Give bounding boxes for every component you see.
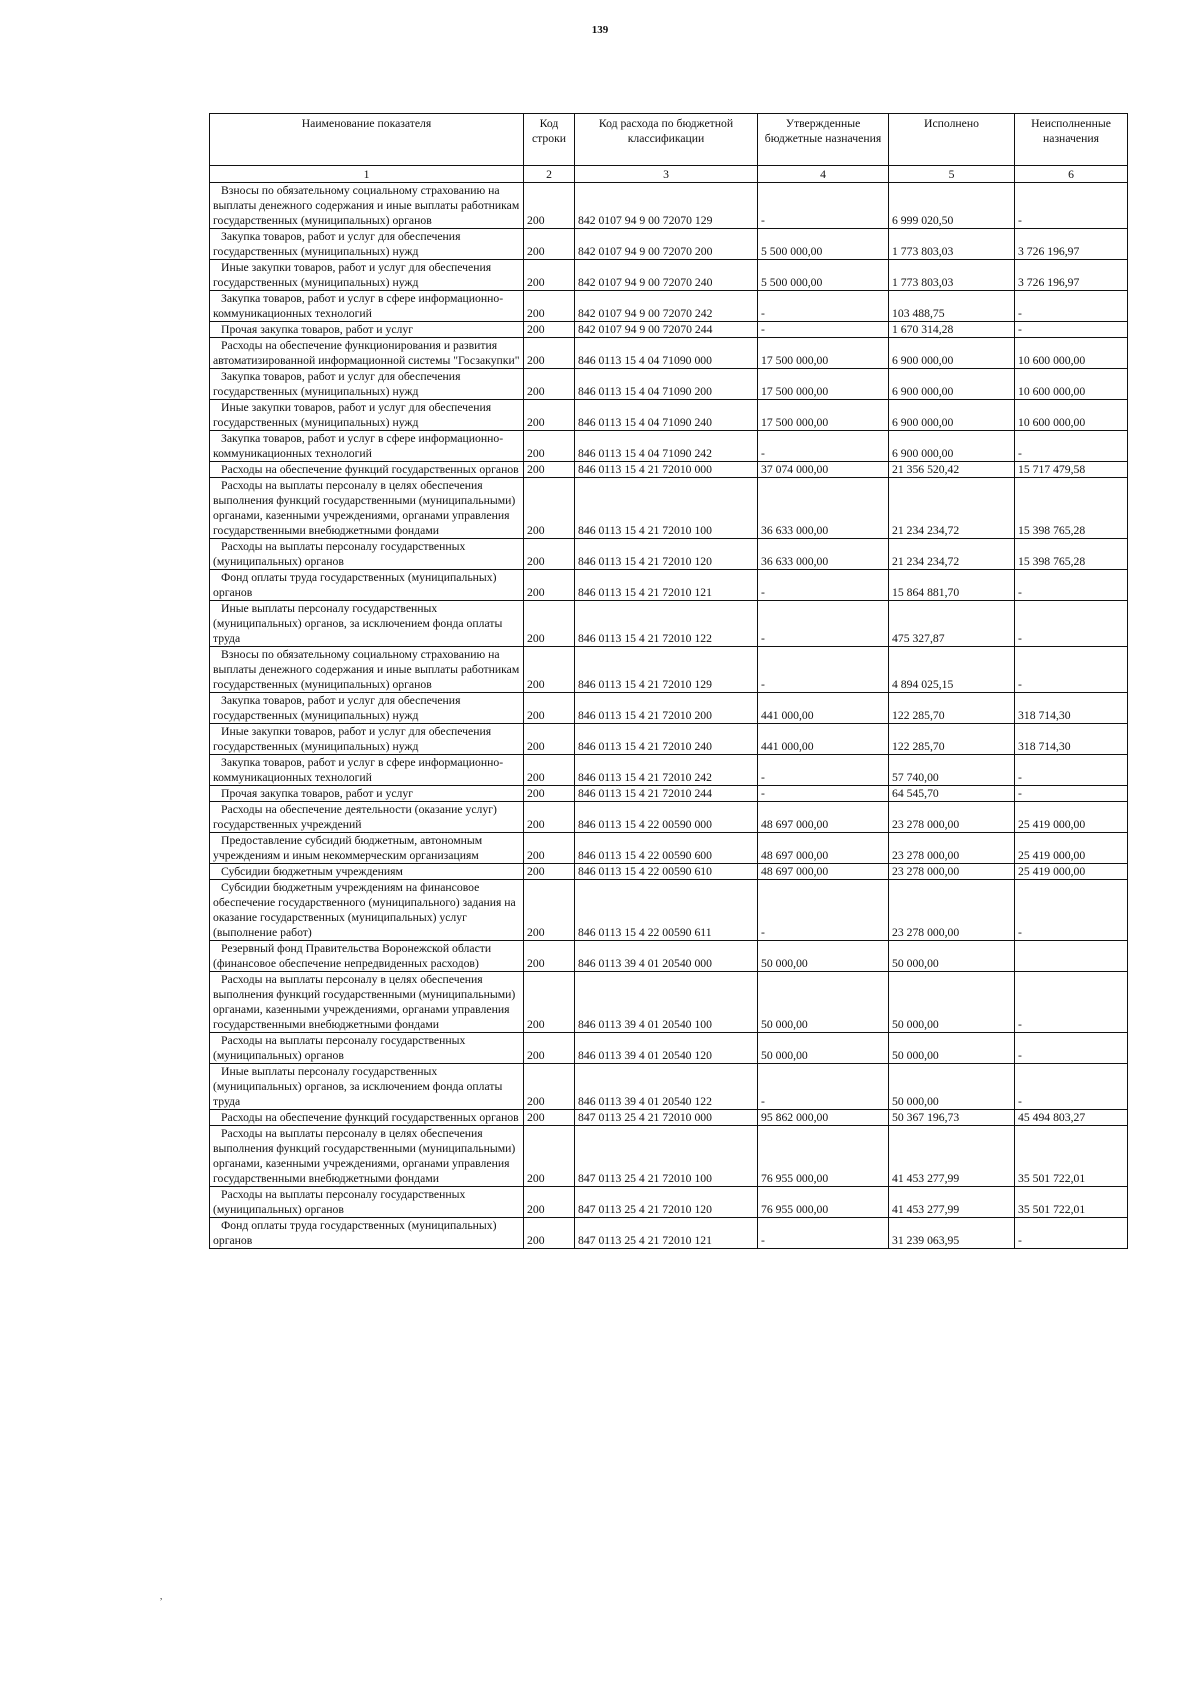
unexecuted-amount-cell: 35 501 722,01 <box>1015 1126 1128 1187</box>
table-row <box>210 864 1128 880</box>
unexecuted-amount-cell: 3 726 196,97 <box>1015 260 1128 291</box>
approved-amount-cell: 441 000,00 <box>758 693 889 724</box>
executed-amount-cell: 4 894 025,15 <box>889 647 1015 693</box>
scan-mark: , <box>160 1591 163 1601</box>
indicator-name-cell: Иные выплаты персоналу государственных (муниципальных) органов, за исключением фонда оплаты труда <box>210 1064 524 1110</box>
unexecuted-amount-cell: 45 494 803,27 <box>1015 1110 1128 1126</box>
unexecuted-amount-cell: - <box>1015 647 1128 693</box>
budget-code-cell: 846 0113 15 4 04 71090 242 <box>575 431 758 462</box>
column-header-unexecuted: Неисполненные назначения <box>1015 114 1128 166</box>
indicator-name-cell: Расходы на обеспечение деятельности (оказание услуг) государственных учреждений <box>210 802 524 833</box>
budget-code-cell: 842 0107 94 9 00 72070 244 <box>575 322 758 338</box>
executed-amount-cell: 23 278 000,00 <box>889 833 1015 864</box>
budget-code-cell: 846 0113 15 4 21 72010 121 <box>575 570 758 601</box>
unexecuted-amount-cell: - <box>1015 322 1128 338</box>
budget-code-cell: 847 0113 25 4 21 72010 100 <box>575 1126 758 1187</box>
executed-amount-cell: 50 000,00 <box>889 972 1015 1033</box>
line-code-cell: 200 <box>524 291 575 322</box>
unexecuted-amount-cell: - <box>1015 972 1128 1033</box>
line-code-cell: 200 <box>524 478 575 539</box>
column-number-row <box>210 166 1128 183</box>
approved-amount-cell: 48 697 000,00 <box>758 864 889 880</box>
table-row <box>210 647 1128 693</box>
unexecuted-amount-cell: 3 726 196,97 <box>1015 229 1128 260</box>
executed-amount-cell: 50 000,00 <box>889 1033 1015 1064</box>
column-number: 6 <box>1015 166 1128 183</box>
table-row <box>210 338 1128 369</box>
executed-amount-cell: 6 999 020,50 <box>889 183 1015 229</box>
line-code-cell: 200 <box>524 833 575 864</box>
budget-code-cell: 846 0113 15 4 04 71090 000 <box>575 338 758 369</box>
executed-amount-cell: 23 278 000,00 <box>889 880 1015 941</box>
indicator-name-cell: Расходы на обеспечение функций государственных органов <box>210 462 524 478</box>
indicator-name-cell: Фонд оплаты труда государственных (муниципальных) органов <box>210 570 524 601</box>
table-row <box>210 786 1128 802</box>
table-row <box>210 693 1128 724</box>
unexecuted-amount-cell: - <box>1015 1064 1128 1110</box>
unexecuted-amount-cell: - <box>1015 755 1128 786</box>
table-row <box>210 972 1128 1033</box>
line-code-cell: 200 <box>524 802 575 833</box>
indicator-name-cell: Иные закупки товаров, работ и услуг для обеспечения государственных (муниципальных) нужд <box>210 260 524 291</box>
page-number: 139 <box>591 24 609 36</box>
executed-amount-cell: 1 773 803,03 <box>889 229 1015 260</box>
executed-amount-cell: 21 234 234,72 <box>889 539 1015 570</box>
approved-amount-cell: - <box>758 431 889 462</box>
line-code-cell: 200 <box>524 260 575 291</box>
unexecuted-amount-cell: 35 501 722,01 <box>1015 1187 1128 1218</box>
indicator-name-cell: Резервный фонд Правительства Воронежской области (финансовое обеспечение непредвиденных расходов) <box>210 941 524 972</box>
table-row <box>210 755 1128 786</box>
executed-amount-cell: 15 864 881,70 <box>889 570 1015 601</box>
budget-code-cell: 842 0107 94 9 00 72070 129 <box>575 183 758 229</box>
indicator-name-cell: Расходы на выплаты персоналу в целях обеспечения выполнения функций государственными (муниципальными) органами, казенными учреждениями, органами управления государственными внебюджетными фондами <box>210 478 524 539</box>
unexecuted-amount-cell: 25 419 000,00 <box>1015 864 1128 880</box>
table-row <box>210 1110 1128 1126</box>
unexecuted-amount-cell: 318 714,30 <box>1015 693 1128 724</box>
unexecuted-amount-cell: 15 398 765,28 <box>1015 478 1128 539</box>
approved-amount-cell: - <box>758 601 889 647</box>
unexecuted-amount-cell: 10 600 000,00 <box>1015 338 1128 369</box>
budget-code-cell: 846 0113 15 4 21 72010 200 <box>575 693 758 724</box>
executed-amount-cell: 6 900 000,00 <box>889 431 1015 462</box>
budget-code-cell: 847 0113 25 4 21 72010 120 <box>575 1187 758 1218</box>
column-number: 4 <box>758 166 889 183</box>
table-row <box>210 291 1128 322</box>
indicator-name-cell: Расходы на обеспечение функций государственных органов <box>210 1110 524 1126</box>
approved-amount-cell: - <box>758 880 889 941</box>
unexecuted-amount-cell: - <box>1015 1033 1128 1064</box>
executed-amount-cell: 122 285,70 <box>889 724 1015 755</box>
approved-amount-cell: 76 955 000,00 <box>758 1126 889 1187</box>
unexecuted-amount-cell: - <box>1015 880 1128 941</box>
line-code-cell: 200 <box>524 941 575 972</box>
indicator-name-cell: Субсидии бюджетным учреждениям на финансовое обеспечение государственного (муниципального) задания на оказание государственных (муниципальных) услуг (выполнение работ) <box>210 880 524 941</box>
approved-amount-cell: 5 500 000,00 <box>758 260 889 291</box>
column-number: 2 <box>524 166 575 183</box>
budget-code-cell: 842 0107 94 9 00 72070 240 <box>575 260 758 291</box>
unexecuted-amount-cell <box>1015 941 1128 972</box>
unexecuted-amount-cell: 15 717 479,58 <box>1015 462 1128 478</box>
budget-code-cell: 847 0113 25 4 21 72010 121 <box>575 1218 758 1249</box>
budget-code-cell: 846 0113 15 4 21 72010 240 <box>575 724 758 755</box>
table-row <box>210 570 1128 601</box>
executed-amount-cell: 23 278 000,00 <box>889 802 1015 833</box>
budget-code-cell: 846 0113 15 4 21 72010 129 <box>575 647 758 693</box>
line-code-cell: 200 <box>524 1126 575 1187</box>
approved-amount-cell: 441 000,00 <box>758 724 889 755</box>
table-row <box>210 941 1128 972</box>
budget-code-cell: 842 0107 94 9 00 72070 242 <box>575 291 758 322</box>
executed-amount-cell: 6 900 000,00 <box>889 400 1015 431</box>
indicator-name-cell: Иные выплаты персоналу государственных (муниципальных) органов, за исключением фонда оплаты труда <box>210 601 524 647</box>
line-code-cell: 200 <box>524 1218 575 1249</box>
line-code-cell: 200 <box>524 183 575 229</box>
unexecuted-amount-cell: - <box>1015 183 1128 229</box>
unexecuted-amount-cell: - <box>1015 570 1128 601</box>
budget-code-cell: 846 0113 15 4 04 71090 240 <box>575 400 758 431</box>
approved-amount-cell: - <box>758 1064 889 1110</box>
table-row <box>210 1218 1128 1249</box>
approved-amount-cell: 37 074 000,00 <box>758 462 889 478</box>
indicator-name-cell: Закупка товаров, работ и услуг для обеспечения государственных (муниципальных) нужд <box>210 693 524 724</box>
budget-code-cell: 846 0113 15 4 21 72010 122 <box>575 601 758 647</box>
line-code-cell: 200 <box>524 322 575 338</box>
line-code-cell: 200 <box>524 601 575 647</box>
unexecuted-amount-cell: 10 600 000,00 <box>1015 400 1128 431</box>
table-row <box>210 1126 1128 1187</box>
budget-code-cell: 846 0113 15 4 21 72010 100 <box>575 478 758 539</box>
indicator-name-cell: Закупка товаров, работ и услуг в сфере информационно-коммуникационных технологий <box>210 431 524 462</box>
approved-amount-cell: - <box>758 1218 889 1249</box>
line-code-cell: 200 <box>524 1064 575 1110</box>
table-body <box>210 183 1128 1249</box>
line-code-cell: 200 <box>524 570 575 601</box>
line-code-cell: 200 <box>524 1187 575 1218</box>
executed-amount-cell: 1 670 314,28 <box>889 322 1015 338</box>
table-row <box>210 260 1128 291</box>
budget-code-cell: 846 0113 15 4 22 00590 611 <box>575 880 758 941</box>
budget-code-cell: 846 0113 39 4 01 20540 120 <box>575 1033 758 1064</box>
approved-amount-cell: 36 633 000,00 <box>758 539 889 570</box>
unexecuted-amount-cell: 318 714,30 <box>1015 724 1128 755</box>
table-row <box>210 1064 1128 1110</box>
executed-amount-cell: 6 900 000,00 <box>889 338 1015 369</box>
budget-code-cell: 846 0113 15 4 22 00590 000 <box>575 802 758 833</box>
executed-amount-cell: 50 367 196,73 <box>889 1110 1015 1126</box>
table-row <box>210 1033 1128 1064</box>
approved-amount-cell: 17 500 000,00 <box>758 369 889 400</box>
approved-amount-cell: 50 000,00 <box>758 972 889 1033</box>
line-code-cell: 200 <box>524 431 575 462</box>
indicator-name-cell: Взносы по обязательному социальному страхованию на выплаты денежного содержания и иные выплаты работникам государственных (муниципальных) органов <box>210 647 524 693</box>
table-row <box>210 462 1128 478</box>
column-header-executed: Исполнено <box>889 114 1015 166</box>
approved-amount-cell: 48 697 000,00 <box>758 802 889 833</box>
approved-amount-cell: - <box>758 322 889 338</box>
column-header-budget-code: Код расхода по бюджетной классификации <box>575 114 758 166</box>
line-code-cell: 200 <box>524 1110 575 1126</box>
table-row <box>210 539 1128 570</box>
indicator-name-cell: Расходы на обеспечение функционирования и развития автоматизированной информационной системы "Госзакупки" <box>210 338 524 369</box>
approved-amount-cell: - <box>758 786 889 802</box>
table-row <box>210 369 1128 400</box>
unexecuted-amount-cell: - <box>1015 786 1128 802</box>
line-code-cell: 200 <box>524 693 575 724</box>
unexecuted-amount-cell: - <box>1015 431 1128 462</box>
executed-amount-cell: 21 234 234,72 <box>889 478 1015 539</box>
unexecuted-amount-cell: - <box>1015 291 1128 322</box>
indicator-name-cell: Расходы на выплаты персоналу государственных (муниципальных) органов <box>210 1187 524 1218</box>
indicator-name-cell: Иные закупки товаров, работ и услуг для обеспечения государственных (муниципальных) нужд <box>210 724 524 755</box>
budget-code-cell: 847 0113 25 4 21 72010 000 <box>575 1110 758 1126</box>
approved-amount-cell: 50 000,00 <box>758 941 889 972</box>
indicator-name-cell: Расходы на выплаты персоналу государственных (муниципальных) органов <box>210 539 524 570</box>
approved-amount-cell: 17 500 000,00 <box>758 338 889 369</box>
executed-amount-cell: 41 453 277,99 <box>889 1126 1015 1187</box>
budget-code-cell: 846 0113 15 4 21 72010 244 <box>575 786 758 802</box>
column-number: 3 <box>575 166 758 183</box>
indicator-name-cell: Прочая закупка товаров, работ и услуг <box>210 322 524 338</box>
line-code-cell: 200 <box>524 755 575 786</box>
indicator-name-cell: Взносы по обязательному социальному страхованию на выплаты денежного содержания и иные выплаты работникам государственных (муниципальных) органов <box>210 183 524 229</box>
column-header-line-code: Код строки <box>524 114 575 166</box>
indicator-name-cell: Расходы на выплаты персоналу в целях обеспечения выполнения функций государственными (муниципальными) органами, казенными учреждениями, органами управления государственными внебюджетными фондами <box>210 972 524 1033</box>
approved-amount-cell: - <box>758 183 889 229</box>
indicator-name-cell: Расходы на выплаты персоналу в целях обеспечения выполнения функций государственными (муниципальными) органами, казенными учреждениями, органами управления государственными внебюджетными фондами <box>210 1126 524 1187</box>
executed-amount-cell: 103 488,75 <box>889 291 1015 322</box>
indicator-name-cell: Расходы на выплаты персоналу государственных (муниципальных) органов <box>210 1033 524 1064</box>
unexecuted-amount-cell: 10 600 000,00 <box>1015 369 1128 400</box>
approved-amount-cell: - <box>758 647 889 693</box>
line-code-cell: 200 <box>524 369 575 400</box>
executed-amount-cell: 31 239 063,95 <box>889 1218 1015 1249</box>
approved-amount-cell: 5 500 000,00 <box>758 229 889 260</box>
budget-code-cell: 846 0113 39 4 01 20540 100 <box>575 972 758 1033</box>
budget-code-cell: 846 0113 39 4 01 20540 122 <box>575 1064 758 1110</box>
indicator-name-cell: Закупка товаров, работ и услуг в сфере информационно-коммуникационных технологий <box>210 291 524 322</box>
approved-amount-cell: 50 000,00 <box>758 1033 889 1064</box>
executed-amount-cell: 6 900 000,00 <box>889 369 1015 400</box>
header-row <box>210 114 1128 166</box>
indicator-name-cell: Иные закупки товаров, работ и услуг для обеспечения государственных (муниципальных) нужд <box>210 400 524 431</box>
indicator-name-cell: Закупка товаров, работ и услуг для обеспечения государственных (муниципальных) нужд <box>210 229 524 260</box>
indicator-name-cell: Закупка товаров, работ и услуг в сфере информационно-коммуникационных технологий <box>210 755 524 786</box>
budget-code-cell: 846 0113 15 4 22 00590 610 <box>575 864 758 880</box>
unexecuted-amount-cell: - <box>1015 1218 1128 1249</box>
column-header-indicator-name: Наименование показателя <box>210 114 524 166</box>
table-row <box>210 478 1128 539</box>
table-row <box>210 601 1128 647</box>
approved-amount-cell: - <box>758 755 889 786</box>
budget-code-cell: 846 0113 15 4 21 72010 000 <box>575 462 758 478</box>
indicator-name-cell: Предоставление субсидий бюджетным, автономным учреждениям и иным некоммерческим организациям <box>210 833 524 864</box>
unexecuted-amount-cell: - <box>1015 601 1128 647</box>
line-code-cell: 200 <box>524 338 575 369</box>
budget-code-cell: 846 0113 39 4 01 20540 000 <box>575 941 758 972</box>
budget-code-cell: 842 0107 94 9 00 72070 200 <box>575 229 758 260</box>
column-header-approved: Утвержденные бюджетные назначения <box>758 114 889 166</box>
executed-amount-cell: 21 356 520,42 <box>889 462 1015 478</box>
table-row <box>210 1187 1128 1218</box>
line-code-cell: 200 <box>524 972 575 1033</box>
unexecuted-amount-cell: 25 419 000,00 <box>1015 802 1128 833</box>
indicator-name-cell: Прочая закупка товаров, работ и услуг <box>210 786 524 802</box>
table-row <box>210 400 1128 431</box>
table-row <box>210 833 1128 864</box>
line-code-cell: 200 <box>524 539 575 570</box>
approved-amount-cell: - <box>758 291 889 322</box>
line-code-cell: 200 <box>524 647 575 693</box>
executed-amount-cell: 50 000,00 <box>889 1064 1015 1110</box>
line-code-cell: 200 <box>524 400 575 431</box>
executed-amount-cell: 23 278 000,00 <box>889 864 1015 880</box>
table-row <box>210 724 1128 755</box>
executed-amount-cell: 1 773 803,03 <box>889 260 1015 291</box>
approved-amount-cell: 95 862 000,00 <box>758 1110 889 1126</box>
column-number: 5 <box>889 166 1015 183</box>
budget-code-cell: 846 0113 15 4 04 71090 200 <box>575 369 758 400</box>
line-code-cell: 200 <box>524 724 575 755</box>
unexecuted-amount-cell: 15 398 765,28 <box>1015 539 1128 570</box>
executed-amount-cell: 41 453 277,99 <box>889 1187 1015 1218</box>
line-code-cell: 200 <box>524 229 575 260</box>
budget-code-cell: 846 0113 15 4 22 00590 600 <box>575 833 758 864</box>
line-code-cell: 200 <box>524 1033 575 1064</box>
unexecuted-amount-cell: 25 419 000,00 <box>1015 833 1128 864</box>
approved-amount-cell: 76 955 000,00 <box>758 1187 889 1218</box>
table-row <box>210 880 1128 941</box>
column-number: 1 <box>210 166 524 183</box>
budget-code-cell: 846 0113 15 4 21 72010 242 <box>575 755 758 786</box>
executed-amount-cell: 50 000,00 <box>889 941 1015 972</box>
table-row <box>210 802 1128 833</box>
budget-code-cell: 846 0113 15 4 21 72010 120 <box>575 539 758 570</box>
approved-amount-cell: 17 500 000,00 <box>758 400 889 431</box>
indicator-name-cell: Субсидии бюджетным учреждениям <box>210 864 524 880</box>
executed-amount-cell: 475 327,87 <box>889 601 1015 647</box>
budget-execution-table <box>209 113 1128 1249</box>
line-code-cell: 200 <box>524 880 575 941</box>
table-row <box>210 322 1128 338</box>
indicator-name-cell: Фонд оплаты труда государственных (муниципальных) органов <box>210 1218 524 1249</box>
indicator-name-cell: Закупка товаров, работ и услуг для обеспечения государственных (муниципальных) нужд <box>210 369 524 400</box>
executed-amount-cell: 64 545,70 <box>889 786 1015 802</box>
line-code-cell: 200 <box>524 864 575 880</box>
table-row <box>210 183 1128 229</box>
approved-amount-cell: 36 633 000,00 <box>758 478 889 539</box>
executed-amount-cell: 122 285,70 <box>889 693 1015 724</box>
table-row <box>210 229 1128 260</box>
executed-amount-cell: 57 740,00 <box>889 755 1015 786</box>
line-code-cell: 200 <box>524 786 575 802</box>
table-row <box>210 431 1128 462</box>
approved-amount-cell: 48 697 000,00 <box>758 833 889 864</box>
approved-amount-cell: - <box>758 570 889 601</box>
line-code-cell: 200 <box>524 462 575 478</box>
